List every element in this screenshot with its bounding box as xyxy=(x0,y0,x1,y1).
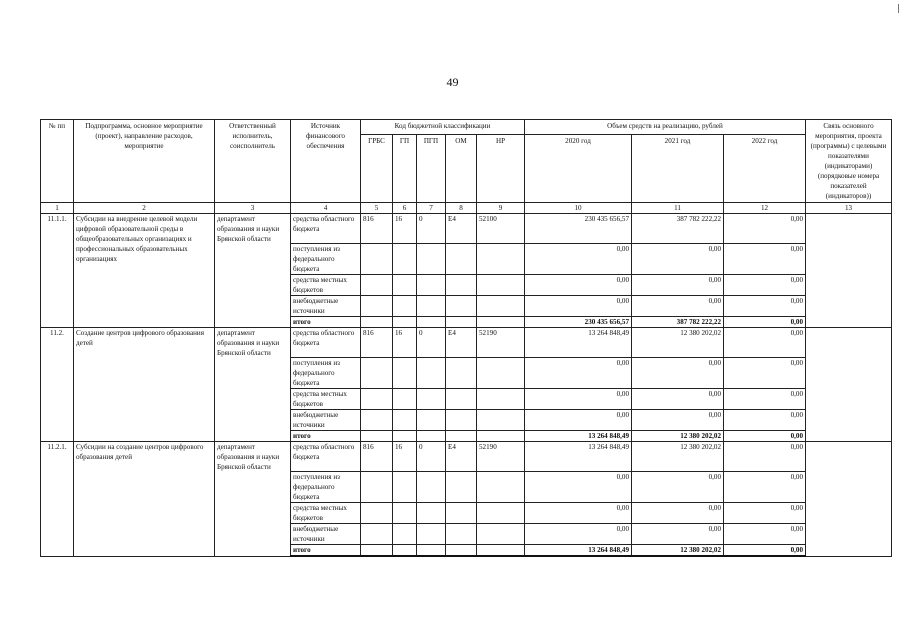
empty-cell xyxy=(446,503,477,524)
header-volume: Объем средств на реализацию, рублей xyxy=(525,120,806,135)
empty-cell xyxy=(361,524,393,545)
value-2021: 0,00 xyxy=(632,358,724,389)
header-2021: 2021 год xyxy=(632,135,724,203)
link-cell xyxy=(806,328,892,442)
value-2021: 12 380 202,02 xyxy=(632,442,724,472)
empty-cell xyxy=(361,296,393,317)
value-2020: 0,00 xyxy=(525,358,632,389)
column-number: 11 xyxy=(632,203,724,214)
source-cell: внебюджетные источники xyxy=(291,410,361,431)
value-2021: 0,00 xyxy=(632,244,724,275)
header-om: ОМ xyxy=(446,135,477,203)
value-2022: 0,00 xyxy=(724,358,806,389)
empty-cell xyxy=(361,275,393,296)
empty-cell xyxy=(393,296,417,317)
source-cell: средства местных бюджетов xyxy=(291,503,361,524)
header-responsible: Ответственный исполнитель, соисполнитель xyxy=(215,120,291,203)
empty-cell xyxy=(477,545,525,557)
source-cell: поступления из федерального бюджета xyxy=(291,358,361,389)
gp-cell: 16 xyxy=(393,328,417,358)
empty-cell xyxy=(417,431,446,442)
value-2020: 13 264 848,49 xyxy=(525,328,632,358)
empty-cell xyxy=(393,503,417,524)
table-row xyxy=(41,442,892,472)
value-2020: 0,00 xyxy=(525,472,632,503)
empty-cell xyxy=(361,389,393,410)
pgp-cell: 0 xyxy=(417,442,446,472)
empty-cell xyxy=(446,389,477,410)
column-number: 3 xyxy=(215,203,291,214)
empty-cell xyxy=(417,296,446,317)
value-2020: 0,00 xyxy=(525,244,632,275)
empty-cell xyxy=(477,317,525,328)
value-2020: 0,00 xyxy=(525,524,632,545)
empty-cell xyxy=(477,275,525,296)
block-num: 11.2. xyxy=(41,328,74,442)
value-2020: 0,00 xyxy=(525,410,632,431)
empty-cell xyxy=(417,524,446,545)
total-2021: 12 380 202,02 xyxy=(632,545,724,557)
empty-cell xyxy=(417,503,446,524)
empty-cell xyxy=(393,431,417,442)
empty-cell xyxy=(361,503,393,524)
value-2021: 0,00 xyxy=(632,524,724,545)
header-gp: ГП xyxy=(393,135,417,203)
block-responsible: департамент образования и науки Брянской области xyxy=(215,328,291,442)
value-2022: 0,00 xyxy=(724,472,806,503)
column-number: 4 xyxy=(291,203,361,214)
empty-cell xyxy=(446,410,477,431)
grbs-cell: 816 xyxy=(361,442,393,472)
value-2022: 0,00 xyxy=(724,275,806,296)
empty-cell xyxy=(477,431,525,442)
empty-cell xyxy=(477,244,525,275)
header-2020: 2020 год xyxy=(525,135,632,203)
column-number: 9 xyxy=(477,203,525,214)
value-2020: 13 264 848,49 xyxy=(525,442,632,472)
empty-cell xyxy=(393,317,417,328)
empty-cell xyxy=(393,410,417,431)
empty-cell xyxy=(446,545,477,557)
page-number: 49 xyxy=(446,75,459,89)
empty-cell xyxy=(393,244,417,275)
header-2022: 2022 год xyxy=(724,135,806,203)
empty-cell xyxy=(477,410,525,431)
link-cell xyxy=(806,442,892,557)
empty-cell xyxy=(361,358,393,389)
value-2020: 0,00 xyxy=(525,275,632,296)
value-2020: 0,00 xyxy=(525,503,632,524)
empty-cell xyxy=(477,296,525,317)
total-2020: 13 264 848,49 xyxy=(525,431,632,442)
empty-cell xyxy=(477,503,525,524)
source-cell: поступления из федерального бюджета xyxy=(291,472,361,503)
source-cell: средства областного бюджета xyxy=(291,442,361,472)
empty-cell xyxy=(361,472,393,503)
total-label: итого xyxy=(291,431,361,442)
value-2022: 0,00 xyxy=(724,328,806,358)
total-label: итого xyxy=(291,317,361,328)
empty-cell xyxy=(393,358,417,389)
empty-cell xyxy=(417,389,446,410)
column-number: 8 xyxy=(446,203,477,214)
column-number: 6 xyxy=(393,203,417,214)
empty-cell xyxy=(417,358,446,389)
header-pgp: ПГП xyxy=(417,135,446,203)
value-2021: 387 782 222,22 xyxy=(632,214,724,244)
value-2022: 0,00 xyxy=(724,503,806,524)
nr-cell: 52190 xyxy=(477,442,525,472)
empty-cell xyxy=(417,244,446,275)
block-num: 11.1.1. xyxy=(41,214,74,328)
empty-cell xyxy=(361,317,393,328)
block-name: Создание центров цифрового образования детей xyxy=(74,328,215,442)
budget-table xyxy=(40,119,892,557)
empty-cell xyxy=(361,244,393,275)
value-2020: 0,00 xyxy=(525,389,632,410)
header-link: Связь основного мероприятия, проекта (программы) с целевыми показателями (индикаторами) (порядковые номера показателей (индикаторов)) xyxy=(806,120,892,203)
grbs-cell: 816 xyxy=(361,328,393,358)
empty-cell xyxy=(393,545,417,557)
empty-cell xyxy=(393,524,417,545)
empty-cell xyxy=(417,275,446,296)
om-cell: Е4 xyxy=(446,442,477,472)
value-2021: 0,00 xyxy=(632,275,724,296)
empty-cell xyxy=(446,431,477,442)
empty-cell xyxy=(477,524,525,545)
total-2022: 0,00 xyxy=(724,545,806,557)
empty-cell xyxy=(446,296,477,317)
pgp-cell: 0 xyxy=(417,328,446,358)
column-number: 1 xyxy=(41,203,74,214)
value-2020: 230 435 656,57 xyxy=(525,214,632,244)
page-edge-mark xyxy=(898,4,899,13)
value-2022: 0,00 xyxy=(724,214,806,244)
empty-cell xyxy=(446,472,477,503)
empty-cell xyxy=(477,389,525,410)
empty-cell xyxy=(446,358,477,389)
block-name: Субсидии на создание центров цифрового образования детей xyxy=(74,442,215,557)
header-budget-code: Код бюджетной классификации xyxy=(361,120,525,135)
column-number: 12 xyxy=(724,203,806,214)
value-2022: 0,00 xyxy=(724,524,806,545)
nr-cell: 52190 xyxy=(477,328,525,358)
column-number: 5 xyxy=(361,203,393,214)
empty-cell xyxy=(417,472,446,503)
source-cell: поступления из федерального бюджета xyxy=(291,244,361,275)
gp-cell: 16 xyxy=(393,214,417,244)
pgp-cell: 0 xyxy=(417,214,446,244)
empty-cell xyxy=(446,524,477,545)
om-cell: Е4 xyxy=(446,214,477,244)
empty-cell xyxy=(361,410,393,431)
column-number: 2 xyxy=(74,203,215,214)
column-number: 13 xyxy=(806,203,892,214)
grbs-cell: 816 xyxy=(361,214,393,244)
value-2022: 0,00 xyxy=(724,296,806,317)
empty-cell xyxy=(417,410,446,431)
block-num: 11.2.1. xyxy=(41,442,74,557)
value-2020: 0,00 xyxy=(525,296,632,317)
column-number: 7 xyxy=(417,203,446,214)
header-num: № пп xyxy=(41,120,74,203)
table-row xyxy=(41,328,892,358)
source-cell: внебюджетные источники xyxy=(291,296,361,317)
value-2022: 0,00 xyxy=(724,410,806,431)
total-2020: 230 435 656,57 xyxy=(525,317,632,328)
value-2021: 0,00 xyxy=(632,410,724,431)
value-2021: 0,00 xyxy=(632,472,724,503)
total-2021: 12 380 202,02 xyxy=(632,431,724,442)
empty-cell xyxy=(393,275,417,296)
block-responsible: департамент образования и науки Брянской области xyxy=(215,214,291,328)
header-nr: НР xyxy=(477,135,525,203)
total-2021: 387 782 222,22 xyxy=(632,317,724,328)
empty-cell xyxy=(417,545,446,557)
total-label: итого xyxy=(291,545,361,557)
link-cell xyxy=(806,214,892,328)
empty-cell xyxy=(393,472,417,503)
value-2021: 0,00 xyxy=(632,389,724,410)
header-program: Подпрограмма, основное мероприятие (проект), направление расходов, мероприятие xyxy=(74,120,215,203)
empty-cell xyxy=(446,317,477,328)
block-responsible: департамент образования и науки Брянской области xyxy=(215,442,291,557)
value-2021: 12 380 202,02 xyxy=(632,328,724,358)
empty-cell xyxy=(477,358,525,389)
value-2021: 0,00 xyxy=(632,503,724,524)
block-name: Субсидии на внедрение целевой модели цифровой образовательной среды в общеобразовательных организациях и профессиональных образовательных организациях xyxy=(74,214,215,328)
total-2020: 13 264 848,49 xyxy=(525,545,632,557)
header-source: Источник финансового обеспечения xyxy=(291,120,361,203)
column-number: 10 xyxy=(525,203,632,214)
table-row xyxy=(41,214,892,244)
source-cell: средства областного бюджета xyxy=(291,328,361,358)
column-number-row xyxy=(41,203,892,214)
value-2022: 0,00 xyxy=(724,389,806,410)
nr-cell: 52100 xyxy=(477,214,525,244)
value-2022: 0,00 xyxy=(724,244,806,275)
empty-cell xyxy=(446,275,477,296)
value-2022: 0,00 xyxy=(724,442,806,472)
value-2021: 0,00 xyxy=(632,296,724,317)
total-2022: 0,00 xyxy=(724,317,806,328)
source-cell: средства областного бюджета xyxy=(291,214,361,244)
empty-cell xyxy=(477,472,525,503)
total-2022: 0,00 xyxy=(724,431,806,442)
empty-cell xyxy=(446,244,477,275)
om-cell: Е4 xyxy=(446,328,477,358)
gp-cell: 16 xyxy=(393,442,417,472)
empty-cell xyxy=(361,431,393,442)
empty-cell xyxy=(393,389,417,410)
header-grbs: ГРБС xyxy=(361,135,393,203)
empty-cell xyxy=(361,545,393,557)
source-cell: средства местных бюджетов xyxy=(291,389,361,410)
source-cell: средства местных бюджетов xyxy=(291,275,361,296)
empty-cell xyxy=(417,317,446,328)
source-cell: внебюджетные источники xyxy=(291,524,361,545)
